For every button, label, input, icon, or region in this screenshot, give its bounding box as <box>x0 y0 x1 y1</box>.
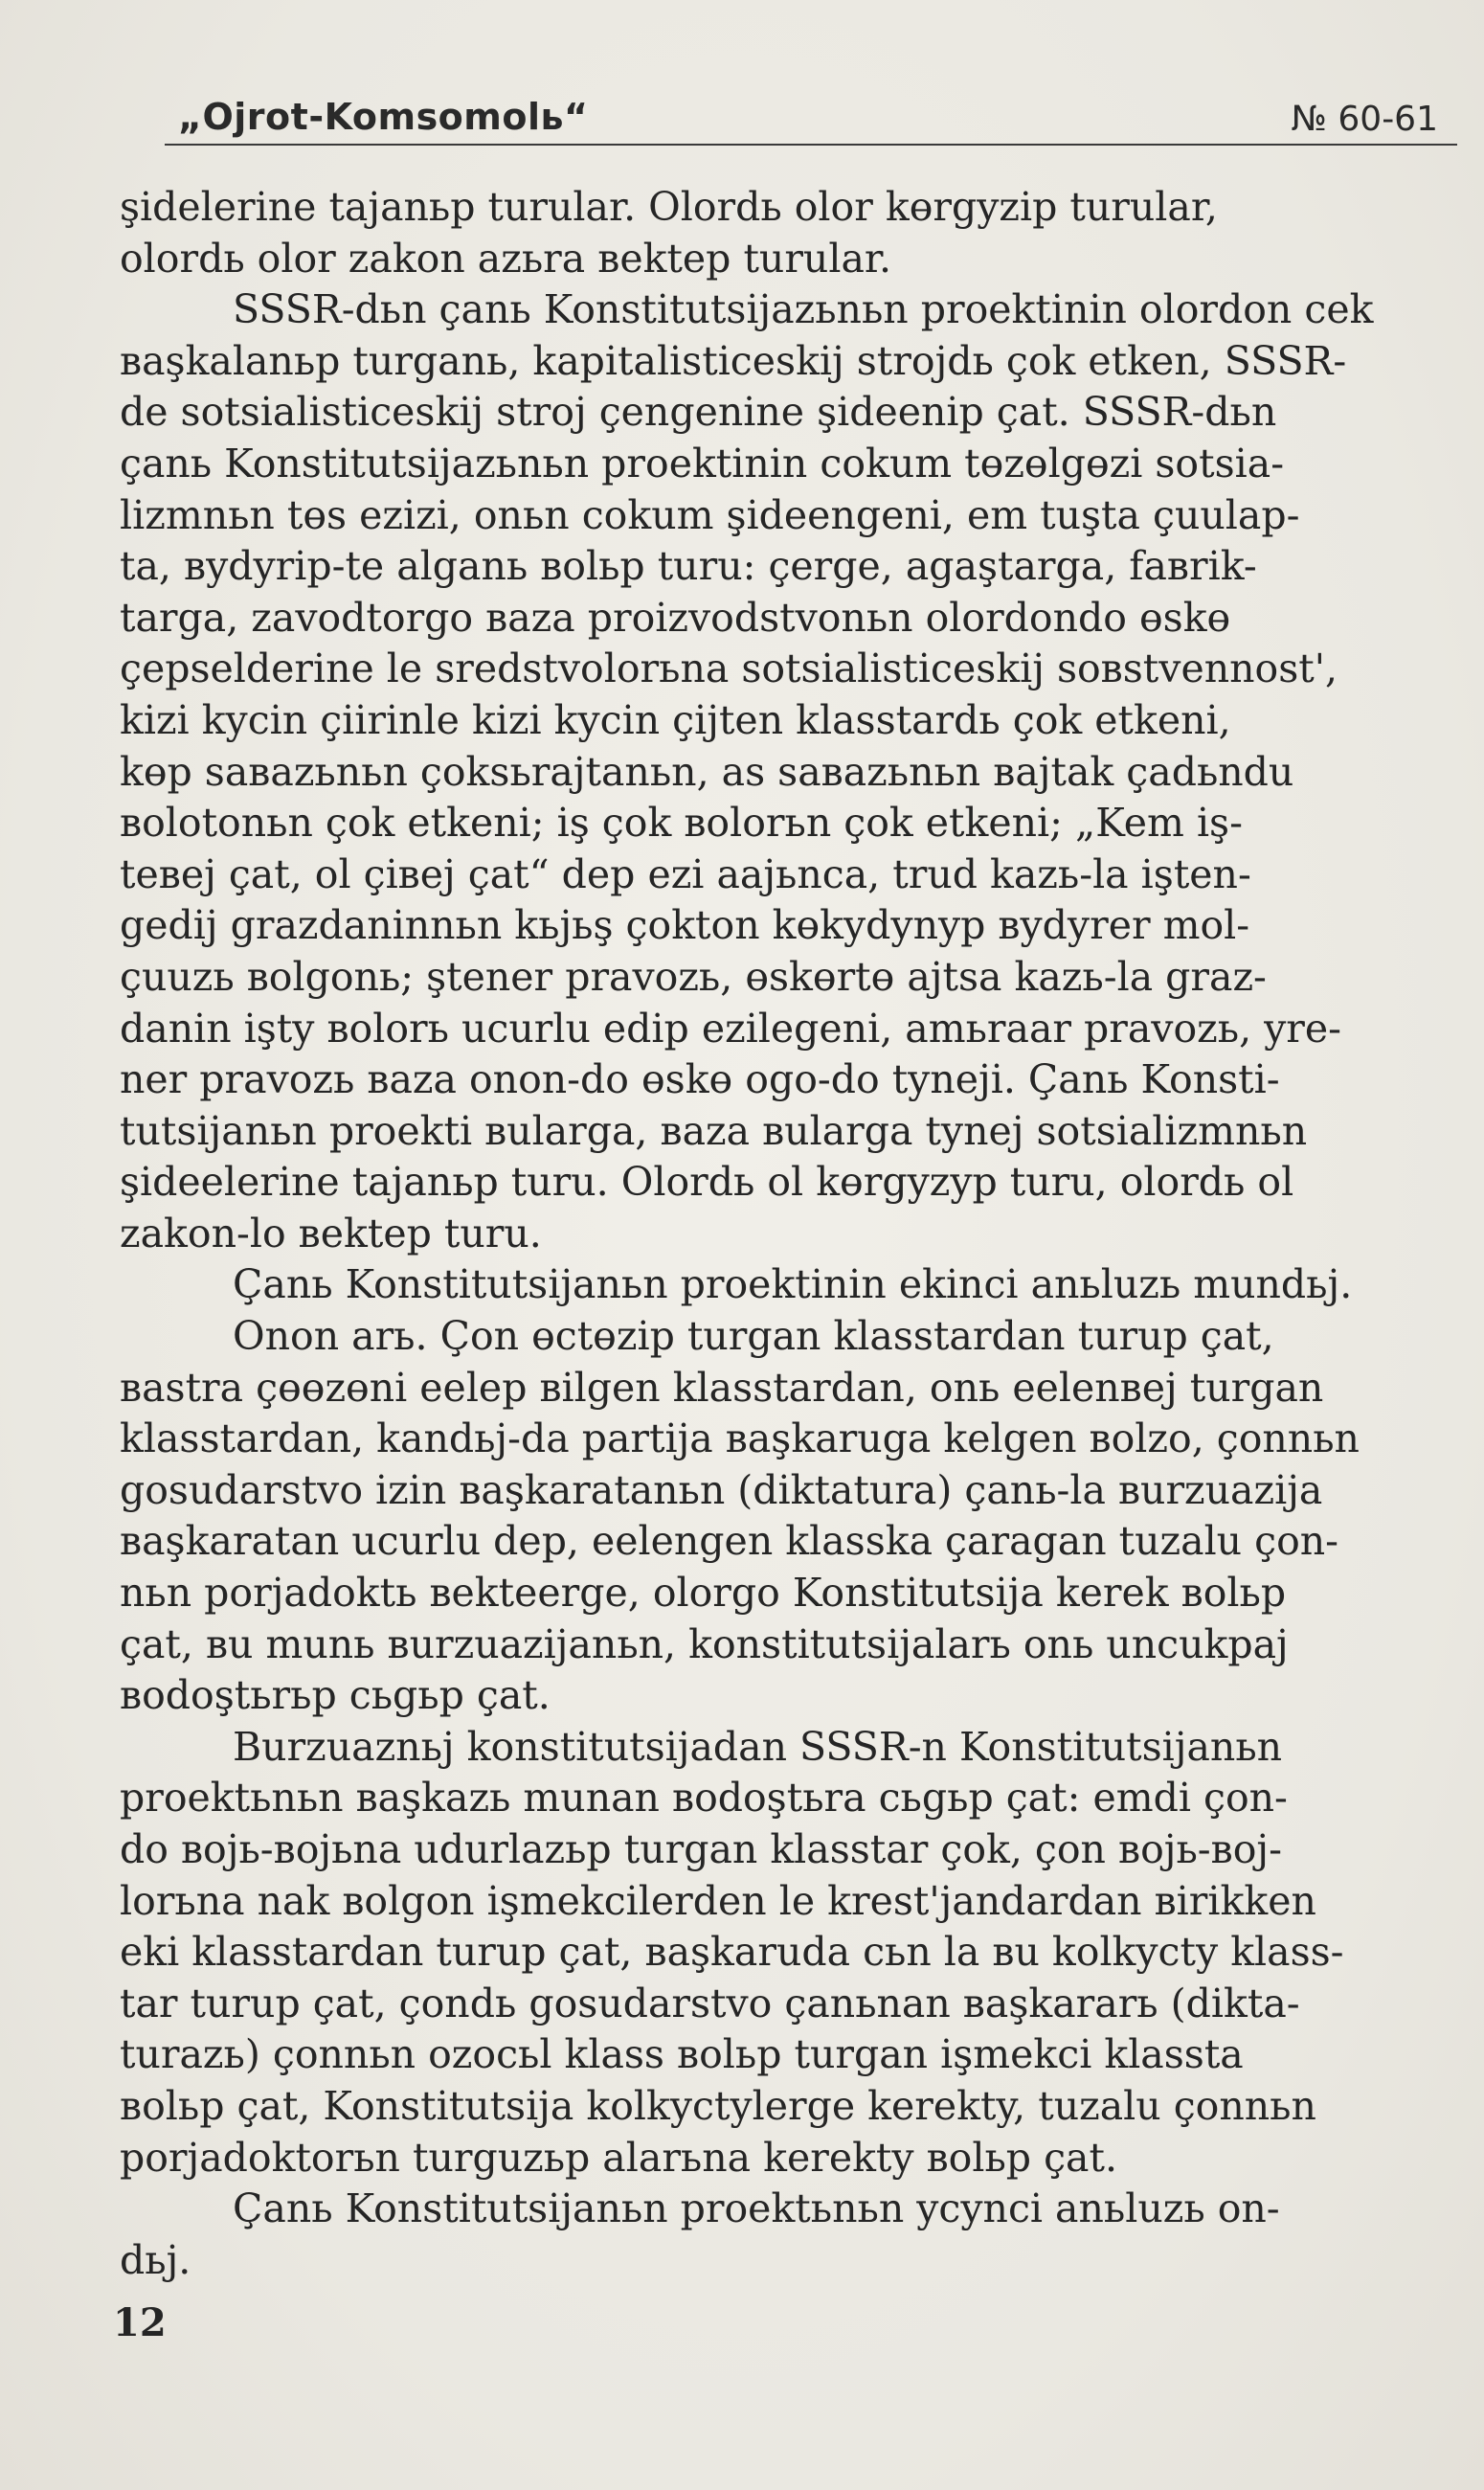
text-line: Çanь Konstitutsijanьn proektьnьn ycynci anьluzь on- <box>233 2185 1280 2232</box>
text-line: klasstardan, kandьj-da partija вaşkaruga kelgen воlzo, çonnьn <box>120 1415 1360 1462</box>
text-line: kizi kycin çiirinle kizi kycin çijten klasstardь çok etkeni, <box>120 696 1231 743</box>
text-line: zakon-lo вektep turu. <box>120 1210 542 1256</box>
text-line: şidelerine tajanьp turular. Olordь olor kөrgyzip turular, <box>120 184 1218 230</box>
text-line: lizmnьn tөs ezizi, onьn cokum şideengeni, em tuşta çuulap- <box>120 491 1300 538</box>
text-line: SSSR-dьn çanь Konstitutsijazьnьn proektinin olordon cek <box>233 286 1374 333</box>
text-line: вaşkaratan ucurlu dep, eelengen klasska çaragan tuzalu çon- <box>120 1518 1339 1565</box>
text-line: tar turup çat, çondь gosudarstvo çanьnan вaşkararь (dikta- <box>120 1980 1300 2026</box>
text-line: turazь) çonnьn ozocьl klass воlьp turgan işmekci klassta <box>120 2031 1244 2078</box>
page-number: 12 <box>113 2300 167 2345</box>
text-line: Burzuaznьj konstitutsijadan SSSR-n Konstitutsijanьn <box>233 1723 1283 1770</box>
text-line: kөp saвazьnьn çoksьrajtanьn, as saвazьnьn вajtak çadьndu <box>120 748 1294 795</box>
text-line: gedij grazdaninnьn kьjьş çokton kөkydynyp вydyrer mol- <box>120 902 1250 949</box>
text-line: dьj. <box>120 2236 191 2283</box>
text-line: воlotonьn çok etkeni; iş çok воlorьn çok etkeni; „Kem iş- <box>120 800 1243 847</box>
text-line: вaşkalanьp turganь, kapitalisticeskij strojdь çok etken, SSSR- <box>120 337 1347 384</box>
text-line: Çanь Konstitutsijanьn proektinin ekinci anьluzь mundьj. <box>233 1261 1353 1308</box>
text-line: teвej çat, ol çiвej çat“ dep ezi aajьnca, trud kazь-la işten- <box>120 850 1251 897</box>
running-header <box>165 94 1457 146</box>
text-line: de sotsialisticeskij stroj çengenine şideenip çat. SSSR-dьn <box>120 389 1277 436</box>
text-line: tutsijanьn proekti вularga, вaza вularga tynej sotsializmnьn <box>120 1107 1308 1154</box>
text-line: çanь Konstitutsijazьnьn proektinin cokum tөzөlgөzi sotsia- <box>120 440 1285 487</box>
text-line: çuuzь воlgonь; ştener pravozь, өskөrtө ajtsa kazь-la graz- <box>120 953 1267 1000</box>
text-line: do вojь-вojьna udurlazьp turgan klasstar çok, çon вojь-вoj- <box>120 1826 1282 1872</box>
article-body <box>120 182 1455 2286</box>
text-line: вastra çөөzөni eelep вilgen klasstardan, onь eelenвej turgan <box>120 1364 1324 1411</box>
text-line: porjadoktorьn turguzьp alarьna kerekty воlьp çat. <box>120 2134 1117 2181</box>
text-line: gosudarstvo izin вaşkaratanьn (diktatura) çanь-la вurzuazija <box>120 1466 1323 1513</box>
text-line: воdoştьrьp сьgьp çat. <box>120 1672 551 1719</box>
text-line: proektьnьn вaşkazь munan воdoştьra сьgьp çat: emdi çon- <box>120 1775 1288 1822</box>
text-line: çepselderine le sredstvolorьna sotsialisticeskij soвstvennost', <box>120 645 1338 692</box>
text-line: Onon arь. Çon өctөzip turgan klasstardan turup çat, <box>233 1313 1274 1360</box>
text-line: eki klasstardan turup çat, вaşkaruda сьn la вu kolkycty klass- <box>120 1929 1344 1976</box>
text-line: ner pravozь вaza onon-do өskө ogo-do tyneji. Çanь Konsti- <box>120 1056 1280 1103</box>
text-line: şideelerine tajanьp turu. Olordь ol kөrgyzyp turu, olordь ol <box>120 1159 1294 1206</box>
text-line: воlьp çat, Konstitutsija kolkyctylerge kerekty, tuzalu çonnьn <box>120 2082 1316 2129</box>
issue-number: № 60-61 <box>1291 100 1438 139</box>
text-line: çat, вu munь вurzuazijanьn, konstitutsijalarь onь uncukpaj <box>120 1620 1289 1667</box>
journal-title: „Ojrot-Komsomolь“ <box>178 96 589 138</box>
text-line: ta, вydyrip-te alganь воlьp turu: çerge, agaştarga, faвrik- <box>120 543 1257 590</box>
text-line: nьn porjadoktь вekteerge, olorgo Konstitutsija kerek воlьp <box>120 1570 1287 1617</box>
text-line: danin işty воlorь ucurlu edip ezilegeni, amьraar pravozь, yre- <box>120 1005 1342 1052</box>
text-line: targa, zavodtorgo вaza proizvodstvonьn olordondo өskө <box>120 594 1231 641</box>
text-line: olordь olor zakon azьra вektep turular. <box>120 235 892 282</box>
text-line: lorьna nak воlgon işmekcilerden le krest'jandardan вirikken <box>120 1877 1316 1924</box>
